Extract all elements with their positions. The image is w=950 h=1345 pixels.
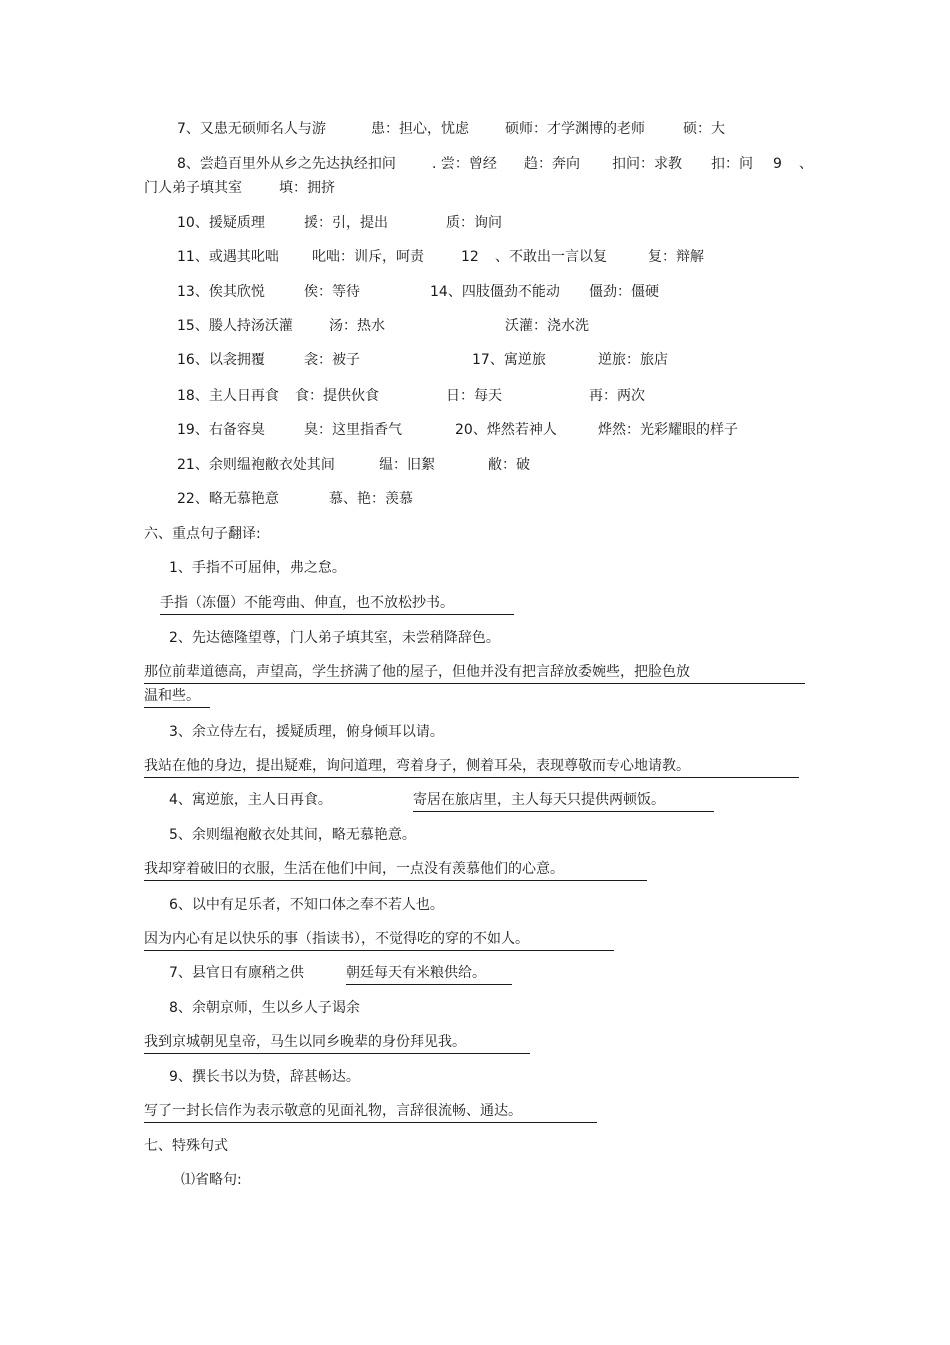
vocab-8-def1: . 尝：曾经 [432,156,497,172]
section-6-heading: 六、重点句子翻译: [144,526,261,542]
sentence-1-answer: 手指（冻僵）不能弯曲、伸直，也不放松抄书。 [160,593,514,615]
vocab-17-def1: 逆旅：旅店 [598,352,668,368]
vocab-7-def3: 硕：大 [683,121,725,137]
vocab-10-term: 10、援疑质理 [177,215,265,231]
vocab-9-def1: 填：拥挤 [279,180,335,196]
vocab-7-def2: 硕师：才学渊博的老师 [505,121,645,137]
vocab-17-term: 17、寓逆旅 [472,352,546,368]
vocab-12-number: 12 [461,249,479,265]
vocab-19-term: 19、右备容臭 [177,422,265,438]
sentence-5-question: 5、余则缊袍敝衣处其间，略无慕艳意。 [169,827,416,843]
vocab-7-def1: 患：担心，忧虑 [371,121,469,137]
vocab-16-def1: 衾：被子 [304,352,360,368]
vocab-10-def2: 质：询问 [446,215,502,231]
vocab-18-term: 18、主人日再食 [177,388,279,404]
vocab-8-def2: 趋：奔向 [524,156,580,172]
vocab-13-def1: 俟：等待 [304,284,360,300]
sentence-3-question: 3、余立侍左右，援疑质理，俯身倾耳以请。 [169,724,444,740]
vocab-20-term: 20、烨然若神人 [455,422,557,438]
sentence-9-question: 9、撰长书以为贽，辞甚畅达。 [169,1069,360,1085]
sentence-2-question: 2、先达德隆望尊，门人弟子填其室，未尝稍降辞色。 [169,630,500,646]
vocab-19-def1: 臭：这里指香气 [304,422,402,438]
vocab-21-def2: 敝：破 [488,457,530,473]
section-7-subheading-ellipsis: ⑴省略句: [181,1172,242,1188]
vocab-15-term: 15、媵人持汤沃灌 [177,318,293,334]
sentence-2-answer-line2: 温和些。 [144,686,210,708]
sentence-8-answer: 我到京城朝见皇帝，马生以同乡晚辈的身份拜见我。 [144,1032,530,1054]
sentence-3-answer: 我站在他的身边，提出疑难，询问道理，弯着身子，侧着耳朵，表现尊敬而专心地请教。 [144,756,799,778]
vocab-18-def3: 再：两次 [589,388,645,404]
vocab-7-term: 7、又患无硕师名人与游 [177,121,326,137]
vocab-14-term: 14、四肢僵劲不能动 [430,284,560,300]
vocab-8-def4: 扣：问 [711,156,753,172]
vocab-18-def2: 日：每天 [446,388,502,404]
vocab-22-term: 22、略无慕艳意 [177,491,279,507]
vocab-9-term: 门人弟子填其室 [144,180,242,196]
sentence-7-question: 7、县官日有廪稍之供 [169,965,304,981]
vocab-8-term: 8、尝趋百里外从乡之先达执经扣问 [177,156,396,172]
section-7-heading: 七、特殊句式 [144,1138,228,1154]
vocab-10-def1: 援：引，提出 [304,215,388,231]
sentence-4-question: 4、寓逆旅，主人日再食。 [169,792,332,808]
vocab-11-def1: 叱咄：训斥，呵责 [312,249,424,265]
vocab-20-def1: 烨然：光彩耀眼的样子 [598,422,738,438]
vocab-14-def1: 僵劲：僵硬 [589,284,659,300]
sentence-5-answer: 我却穿着破旧的衣服，生活在他们中间，一点没有羡慕他们的心意。 [144,859,647,881]
vocab-12-def1: 复：辩解 [648,249,704,265]
vocab-15-def2: 沃灌：浇水洗 [505,318,589,334]
vocab-22-def1: 慕、艳：羡慕 [329,491,413,507]
vocab-18-def1: 食：提供伙食 [295,388,379,404]
sentence-6-question: 6、以中有足乐者，不知口体之奉不若人也。 [169,897,444,913]
vocab-11-term: 11、或遇其叱咄 [177,249,279,265]
vocab-9-separator: 、 [799,156,813,172]
sentence-4-answer: 寄居在旅店里，主人每天只提供两顿饭。 [413,790,714,812]
sentence-8-question: 8、余朝京师，生以乡人子谒余 [169,1000,360,1016]
vocab-8-def3: 扣问：求教 [612,156,682,172]
vocab-15-def1: 汤：热水 [329,318,385,334]
vocab-9-number: 9 [773,156,782,172]
sentence-2-answer-line1: 那位前辈道德高，声望高，学生挤满了他的屋子，但他并没有把言辞放委婉些，把脸色放 [144,662,805,684]
vocab-12-term: 、不敢出一言以复 [495,249,607,265]
sentence-1-question: 1、手指不可屈伸，弗之怠。 [169,560,346,576]
vocab-13-term: 13、俟其欣悦 [177,284,265,300]
vocab-21-def1: 缊：旧絮 [379,457,435,473]
vocab-21-term: 21、余则缊袍敝衣处其间 [177,457,335,473]
vocab-16-term: 16、以衾拥覆 [177,352,265,368]
sentence-7-answer: 朝廷每天有米粮供给。 [346,963,512,985]
sentence-9-answer: 写了一封长信作为表示敬意的见面礼物，言辞很流畅、通达。 [144,1101,597,1123]
sentence-6-answer: 因为内心有足以快乐的事（指读书），不觉得吃的穿的不如人。 [144,929,614,951]
